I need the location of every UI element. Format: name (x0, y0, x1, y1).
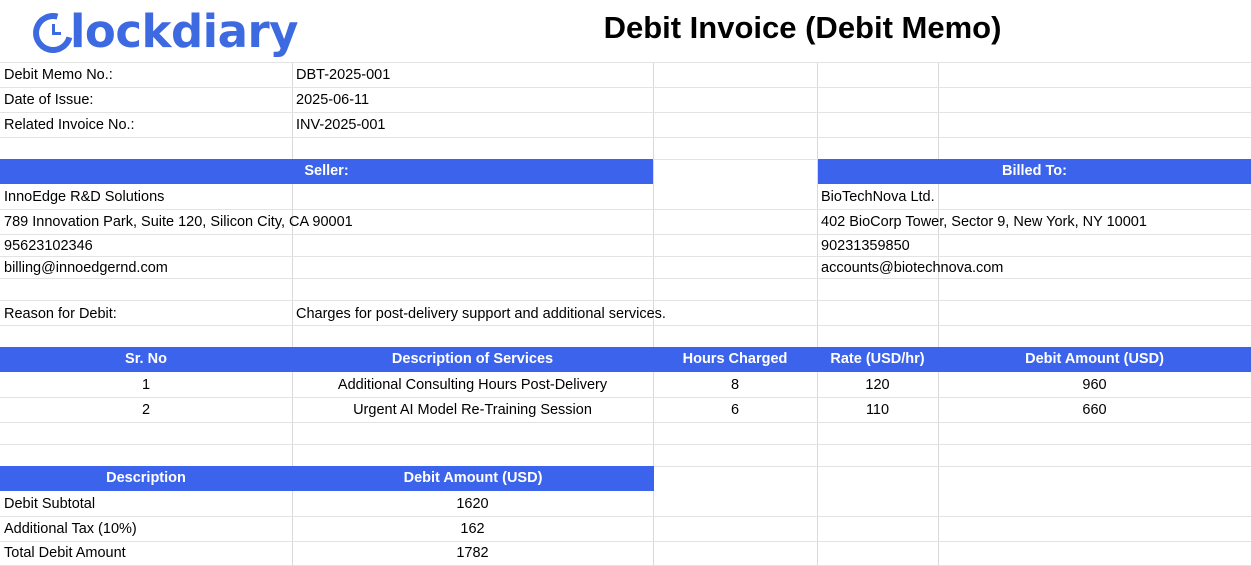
seller-phone: 95623102346 (4, 238, 93, 254)
related-invoice-value: INV-2025-001 (296, 117, 386, 133)
billed-to-header: Billed To: (818, 159, 1251, 184)
summary-header-amount: Debit Amount (USD) (292, 466, 654, 491)
summary-total-value: 1782 (456, 545, 489, 561)
table-row-1-description: Additional Consulting Hours Post-Delivery (337, 377, 608, 393)
summary-subtotal-label: Debit Subtotal (4, 496, 96, 512)
brand-logo (33, 4, 298, 58)
memo-no-value: DBT-2025-001 (296, 67, 391, 83)
logo-text: lockdiary (70, 4, 298, 58)
table-row-1-rate: 120 (865, 377, 890, 393)
seller-email: billing@innoedgernd.com (4, 260, 168, 276)
billed-to-phone: 90231359850 (821, 238, 910, 254)
invoice-sheet (0, 62, 1251, 566)
billed-to-email: accounts@biotechnova.com (821, 260, 1004, 276)
billed-to-name: BioTechNova Ltd. (821, 189, 935, 205)
col-header-sr-no: Sr. No (125, 351, 167, 367)
col-header-amount: Debit Amount (USD) (1025, 351, 1164, 367)
seller-name: InnoEdge R&D Solutions (4, 189, 165, 205)
billed-to-address: 402 BioCorp Tower, Sector 9, New York, NY 10001 (821, 214, 1147, 230)
table-row-2-hours: 6 (730, 402, 740, 418)
table-row-2-sr: 2 (141, 402, 151, 418)
col-header-rate: Rate (USD/hr) (830, 351, 925, 367)
related-invoice-label: Related Invoice No.: (4, 117, 135, 133)
reason-label: Reason for Debit: (4, 306, 117, 322)
page-title: Debit Invoice (Debit Memo) (603, 10, 1002, 45)
summary-subtotal-value: 1620 (456, 496, 489, 512)
reason-value: Charges for post-delivery support and additional services. (296, 306, 666, 322)
table-row-2-amount: 660 (1082, 402, 1107, 418)
clock-icon (33, 11, 69, 51)
issue-date-label: Date of Issue: (4, 92, 94, 108)
table-row-1-hours: 8 (730, 377, 740, 393)
col-header-description: Description of Services (391, 351, 554, 367)
summary-total-label: Total Debit Amount (4, 545, 126, 561)
memo-no-label: Debit Memo No.: (4, 67, 113, 83)
seller-address: 789 Innovation Park, Suite 120, Silicon City, CA 90001 (4, 214, 353, 230)
table-row-2-description: Urgent AI Model Re-Training Session (353, 402, 592, 418)
summary-header-description: Description (0, 466, 292, 491)
issue-date-value: 2025-06-11 (296, 92, 370, 108)
col-header-hours: Hours Charged (682, 351, 788, 367)
summary-tax-value: 162 (460, 521, 485, 537)
table-row-2-rate: 110 (865, 402, 890, 418)
seller-header: Seller: (0, 159, 653, 184)
table-row-1-sr: 1 (141, 377, 151, 393)
summary-tax-label: Additional Tax (10%) (4, 521, 137, 537)
table-row-1-amount: 960 (1082, 377, 1107, 393)
